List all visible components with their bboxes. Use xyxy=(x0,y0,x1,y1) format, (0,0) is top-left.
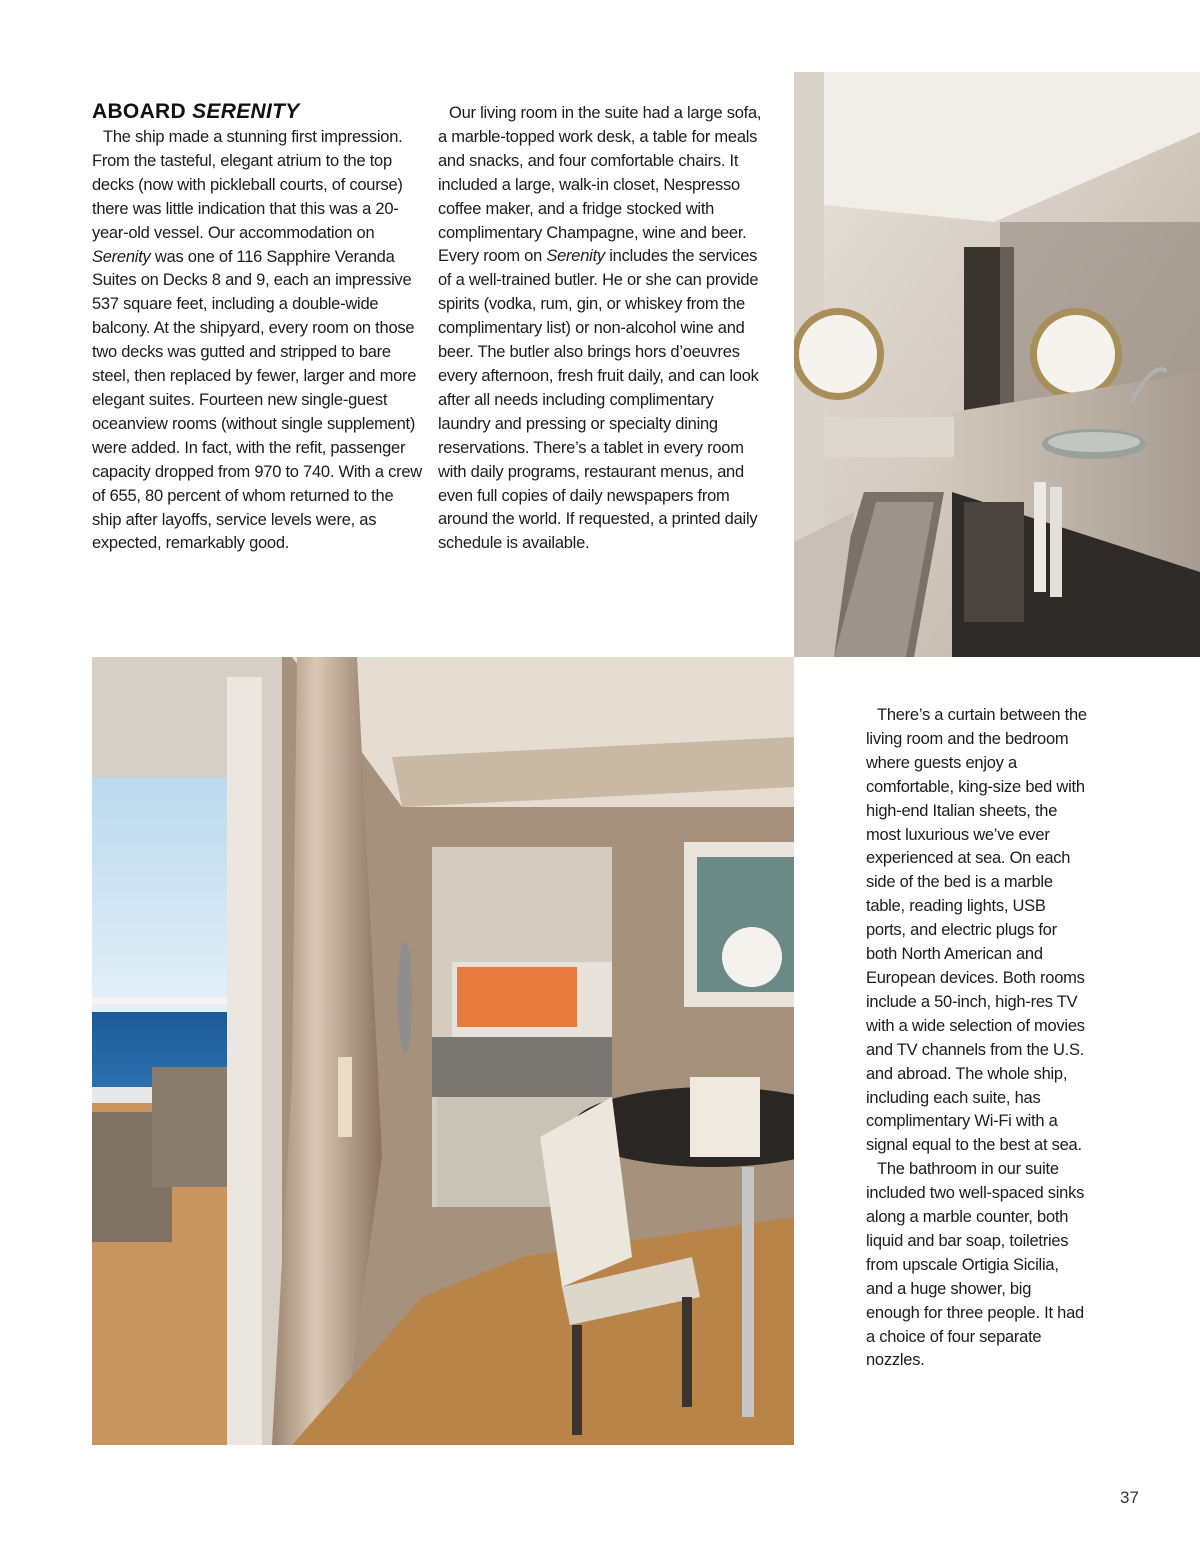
section-heading xyxy=(92,100,422,124)
bathroom-illustration xyxy=(794,72,1200,657)
article-column-3 xyxy=(866,704,1088,1373)
heading-prefix: ABOARD xyxy=(92,100,193,123)
article-column-2 xyxy=(438,102,762,556)
column2-paragraph: Our living room in the suite had a large sofa, a marble-topped work desk, a table for meals and snacks, and four comfortable chairs. It included a large, walk-in closet, Nespresso coffee maker, and a fridge stocked with complimentary Champagne, wine and beer. Every room on Serenity includes the services of a well-trained butler. He or she can provide spirits (vodka, rum, gin, or whiskey from the complimentary list) or non-alcohol wine and beer. The butler also brings hors d’oeuvres every afternoon, fresh fruit daily, and can look after all needs including complimentary laundry and pressing or specialty dining reservations. There’s a tablet in every room with daily programs, restaurant menus, and even full copies of daily newspapers from around the world. If requested, a printed daily schedule is available. xyxy=(438,104,762,553)
article-column-1 xyxy=(92,100,422,556)
column1-paragraph: The ship made a stunning first impression. From the tasteful, elegant atrium to the top decks (now with pickleball courts, of course) there was little indication that this was a 20-year-old vessel. Our accommodation on Serenity was one of 116 Sapphire Veranda Suites on Decks 8 and 9, each an impressive 537 square feet, including a double-wide balcony. At the shipyard, every room on those two decks was gutted and stripped to bare steel, then replaced by fewer, larger and more elegant suites. Fourteen new single-guest oceanview rooms (without single supplement) were added. In fact, with the refit, passenger capacity dropped from 970 to 740. With a crew of 655, 80 percent of whom returned to the ship after layoffs, service levels were, as expected, remarkably good. xyxy=(92,128,422,553)
column3-paragraph-1: There’s a curtain between the living room and the bedroom where guests enjoy a comfortable, king-size bed with high-end Italian sheets, the most luxurious we’ve ever experienced at sea. On each side of the bed is a marble table, reading lights, USB ports, and electric plugs for both North American and European devices. Both rooms include a 50-inch, high-res TV with a wide selection of movies and TV channels from the U.S. and abroad. The whole ship, including each suite, has complimentary Wi-Fi with a signal equal to the best at sea. xyxy=(866,706,1087,1155)
page-number: 37 xyxy=(1120,1488,1139,1507)
heading-ship-name: SERENITY xyxy=(192,100,300,123)
living-room-photo xyxy=(92,657,794,1445)
column3-paragraph-2: The bathroom in our suite included two well-spaced sinks along a marble counter, both liquid and bar soap, toiletries from upscale Ortigia Sicilia, and a huge shower, big enough for three people. It had a choice of four separate nozzles. xyxy=(866,1160,1085,1370)
bathroom-photo xyxy=(794,72,1200,657)
living-room-illustration xyxy=(92,657,794,1445)
